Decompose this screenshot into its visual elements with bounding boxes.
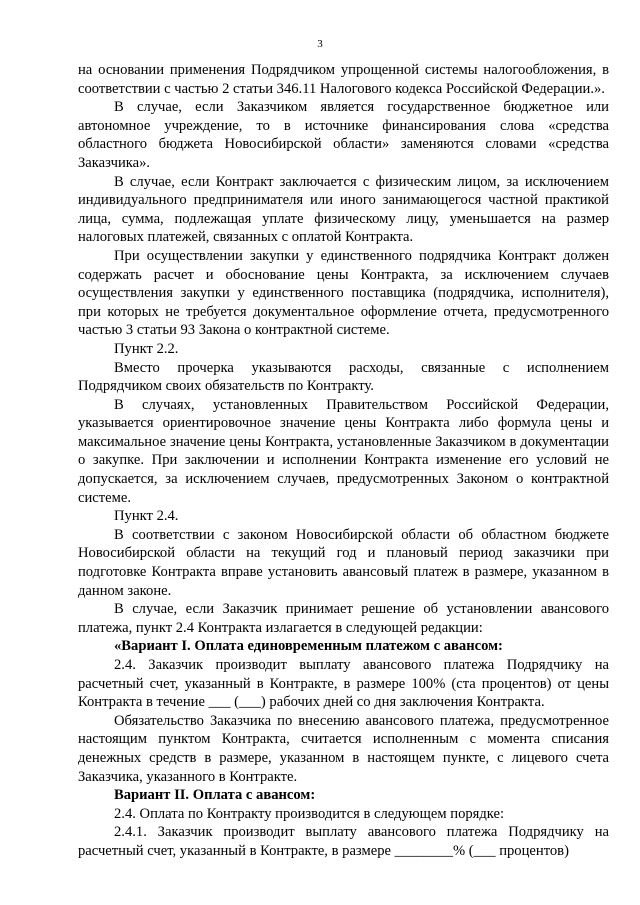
document-body <box>78 61 609 861</box>
paragraph-tax-basis: на основании применения Подрядчиком упрощенной системы налогообложения, в соответствии с частью 2 статьи 346.11 Налогового кодекса Российской Федерации.». <box>78 62 609 97</box>
paragraph-single-supplier: При осуществлении закупки у единственного подрядчика Контракт должен содержать расчет и обоснование цены Контракта, за исключением случаев осуществления закупки у единственного поставщика (подрядчика, исполнителя), при которых не требуется документальное оформление отчета, предусмотренного частью 3 статьи 93 Закона о контрактной системе. <box>78 247 609 339</box>
paragraph-advance-decision: В случае, если Заказчик принимает решение об установлении авансового платежа, пункт 2.4 Контракта излагается в следующей редакции: <box>78 601 609 636</box>
paragraph-advance-law: В соответствии с законом Новосибирской области об областном бюджете Новосибирской области на текущий год и плановый период заказчики при подготовке Контракта вправе установить авансовый платеж в размере, указанном в данном законе. <box>78 526 609 599</box>
paragraph-expenses: Вместо прочерка указываются расходы, связанные с исполнением Подрядчиком своих обязательств по Контракту. <box>78 359 609 395</box>
paragraph-budget-institution: В случае, если Заказчиком является государственное бюджетное или автономное учреждение, то в источнике финансирования слова «средства областного бюджета Новосибирской области» заменяются словами «средства Заказчика». <box>78 99 609 171</box>
paragraph-obligation: Обязательство Заказчика по внесению авансового платежа, предусмотренное настоящим пунктом Контракта, считается исполненным с момента списания денежных средств в размере, указанном в настоящем пункте, с лицевого счета Заказчика, указанного в Контракте. <box>78 712 609 785</box>
variant-2-heading: Вариант II. Оплата с авансом: <box>114 787 316 804</box>
paragraph-individual-contract: В случае, если Контракт заключается с физическим лицом, за исключением индивидуального предпринимателя или иного занимающегося частной практикой лица, сумма, подлежащая уплате физическому лицу, уменьшается на размер налоговых платежей, связанных с оплатой Контракта. <box>78 173 609 246</box>
page-number: 3 <box>317 38 323 50</box>
clause-heading-2-2: Пункт 2.2. <box>114 340 179 357</box>
clause-heading-2-4: Пункт 2.4. <box>114 508 179 525</box>
paragraph-variant-1-payment: 2.4. Заказчик производит выплату авансового платежа Подрядчику на расчетный счет, указанный в Контракте, в размере 100% (ста процентов) от цены Контракта в течение ___ (___) рабочих дней со дня заключения Контракта. <box>78 657 609 711</box>
variant-1-heading: «Вариант I. Оплата единовременным платежом с авансом: <box>114 638 503 655</box>
paragraph-payment-order: 2.4. Оплата по Контракту производится в следующем порядке: <box>114 805 505 822</box>
paragraph-price-formula: В случаях, установленных Правительством Российской Федерации, указывается ориентировочное значение цены Контракта либо формула цены и максимальное значение цены Контракта, установленные Заказчиком в документации о закупке. При заключении и исполнении Контракта изменение его условий не допускается, за исключением случаев, предусмотренных Законом о контрактной системе. <box>78 396 609 506</box>
paragraph-variant-2-advance: 2.4.1. Заказчик производит выплату авансового платежа Подрядчику на расчетный счет, указанный в Контракте, в размере ________% (___ процентов) <box>78 824 609 859</box>
